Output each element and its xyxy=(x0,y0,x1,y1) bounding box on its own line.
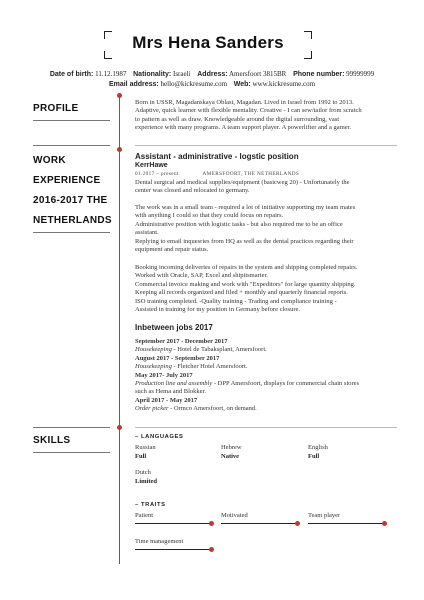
job-detail: - Hotel de Tabaksplant, Amersfoort. xyxy=(171,346,267,354)
job-line: center was closed and relocated to germany. xyxy=(135,187,250,195)
trait-bar xyxy=(308,523,384,524)
job-period: May 2017- July 2017 xyxy=(135,371,193,379)
trait-name: Time management xyxy=(135,538,184,545)
job-line: Commercial invoice making and work with "Expeditors" for large quantity shipping. xyxy=(135,280,356,288)
trait-name: Patient xyxy=(135,512,154,519)
language-name: English xyxy=(308,444,328,451)
skills-content-divider xyxy=(135,427,397,428)
work-heading-line: NETHERLANDS xyxy=(33,215,112,226)
work-heading-line: WORK xyxy=(33,155,66,166)
work-heading-line: 2016-2017 THE xyxy=(33,195,108,206)
languages-heading: – LANGUAGES xyxy=(135,434,184,440)
language-level: Native xyxy=(221,453,240,460)
trait-bar xyxy=(221,523,297,524)
job-role: Production line and assembly xyxy=(135,380,213,388)
job-line: Keeping all records organized and filed + monthly and quarterly financial reports. xyxy=(135,289,348,297)
job-company: KerrHawe xyxy=(135,162,168,169)
job-detail: - Fletcher Hotel Amersfoort. xyxy=(171,363,248,371)
email-label: Email address: xyxy=(108,81,159,88)
job-line: Worked with Oracle, SAP, Excel and shipitsmarter. xyxy=(135,272,268,280)
email-value[interactable]: hello@kickresume.com xyxy=(160,80,228,88)
timeline-dot-skills xyxy=(117,425,122,430)
work-heading xyxy=(33,151,112,231)
job-description-3 xyxy=(135,264,397,314)
job-title: Assistant - administrative - logstic position xyxy=(135,152,299,161)
job-description-2 xyxy=(135,204,397,254)
timeline-dot-work xyxy=(117,147,122,152)
profile-text xyxy=(135,99,397,133)
nationality-value: Israeli xyxy=(173,70,191,78)
phone-value: 99999999 xyxy=(346,70,375,78)
job-meta xyxy=(135,171,299,177)
personal-info-line-1 xyxy=(0,70,424,78)
language-level: Full xyxy=(308,453,320,460)
job-role: Order picker xyxy=(135,405,169,413)
job-line: The work was in a small team - required a lot of initiative supporting my team mates xyxy=(135,204,356,211)
work-top-divider xyxy=(33,145,110,146)
web-value[interactable]: www.kickresume.com xyxy=(252,80,316,88)
address-value: Amersfoort 3815BR xyxy=(228,70,287,78)
job-line: assistant. xyxy=(135,229,159,237)
job-detail: such as Hema and Blokker. xyxy=(135,388,206,396)
traits-heading: – TRAITS xyxy=(135,502,166,508)
trait-bar xyxy=(135,523,211,524)
language-level: Full xyxy=(135,453,147,460)
skills-top-divider xyxy=(33,427,110,428)
language-level: Limited xyxy=(135,478,158,485)
name-frame xyxy=(104,31,312,59)
personal-info-line-2 xyxy=(0,80,424,88)
dob-label: Date of birth: xyxy=(49,71,94,78)
profile-line: to pattern as well as draw. Knowledgeable around the digital surrounding, vast xyxy=(135,115,340,123)
job-dates: 01.2017 – present xyxy=(135,171,179,177)
profile-heading: PROFILE xyxy=(33,103,79,114)
phone-label: Phone number: xyxy=(293,71,345,78)
inbetween-jobs-list xyxy=(135,338,397,414)
work-content-divider xyxy=(135,145,397,146)
profile-line: Adaptive, quick learner with flexible mentality. Creative - I can sew/tailor from scratch xyxy=(135,107,362,115)
profile-line: Born in USSR, Magadanskaya Oblast, Magadan. Lived in Israel from 1992 to 2013. xyxy=(135,99,354,106)
timeline-line xyxy=(119,94,120,564)
timeline-dot-profile xyxy=(117,93,122,98)
language-name: Russian xyxy=(135,444,156,451)
trait-name: Motivated xyxy=(221,512,248,519)
language-name: Dutch xyxy=(135,469,151,476)
dob-value: 11.12.1987 xyxy=(95,70,127,78)
profile-divider xyxy=(33,120,110,121)
profile-line: experience with many programs. A team support player. A powerlifter and a gamer. xyxy=(135,124,352,132)
trait-level-dot xyxy=(209,521,214,526)
job-period: April 2017 - May 2017 xyxy=(135,396,198,404)
job-line: Administrative position with logistic tasks - but also required me to be an office xyxy=(135,220,343,228)
job-period: August 2017 - September 2017 xyxy=(135,354,220,362)
trait-level-dot xyxy=(382,521,387,526)
job-role: Housekeeping xyxy=(135,363,172,371)
address-label: Address: xyxy=(197,71,228,78)
job-line: Booking incoming deliveries of repairs in the system and shipping completed repairs. xyxy=(135,264,358,271)
job-line: Assisted in training for my position in Germany before closure. xyxy=(135,306,300,314)
job-line: ISO training completed. -Quality training - Trading and compliance training - xyxy=(135,297,337,305)
trait-name: Team player xyxy=(308,512,341,519)
trait-level-dot xyxy=(295,521,300,526)
candidate-name: Mrs Hena Sanders xyxy=(132,33,284,52)
job-location: AMERSFOORT, THE NETHERLANDS xyxy=(202,171,300,177)
skills-divider xyxy=(33,452,110,453)
skills-heading: SKILLS xyxy=(33,435,71,446)
job-line: Dental surgical and medical supplies/equipment (basicweg 20) - Unfortunately the xyxy=(135,179,350,186)
job-detail: - DPP Amersfoort, displays for commercial chain stores xyxy=(212,380,360,388)
job-line: Replying to email inquesries from HQ as well as the dental practices regarding their xyxy=(135,237,354,245)
job-line: equipment and repair status. xyxy=(135,246,209,254)
trait-bar xyxy=(135,549,211,550)
web-label: Web: xyxy=(233,81,251,88)
work-divider xyxy=(33,232,110,233)
nationality-label: Nationality: xyxy=(133,71,172,78)
trait-level-dot xyxy=(209,547,214,552)
inbetween-jobs-title: Inbetween jobs 2017 xyxy=(135,323,213,332)
job-period: September 2017 - December 2017 xyxy=(135,338,228,345)
job-line: with anything I could so that they could focus on repairs. xyxy=(135,212,284,220)
job-detail: - Ormco Amersfoort, on demand. xyxy=(168,405,257,413)
work-heading-line: EXPERIENCE xyxy=(33,175,101,186)
job-description-1 xyxy=(135,179,397,196)
job-role: Housekeeping xyxy=(135,346,172,354)
language-name: Hebrew xyxy=(221,444,242,451)
